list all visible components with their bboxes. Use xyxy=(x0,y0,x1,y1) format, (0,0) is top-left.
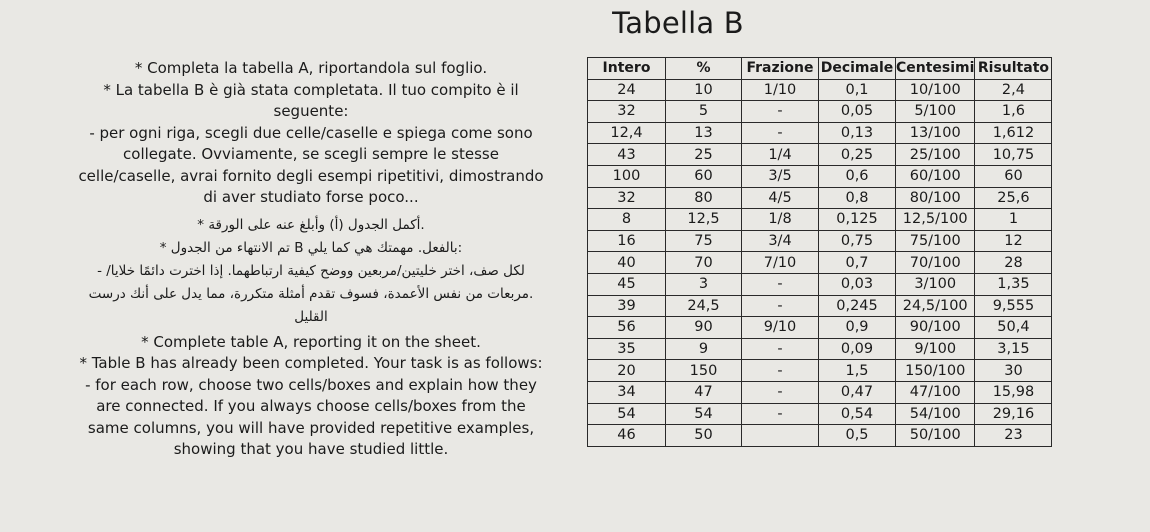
instruction-line: - per ogni riga, scegli due celle/caselle e spiega come sono collegate. Ovviamente, se scegli sempre le stesse celle/caselle, avrai fornito degli esempi ripetitivi, dimostrando di aver studiato forse poco... xyxy=(78,123,544,206)
cell-decimale: 1,5 xyxy=(819,360,896,382)
cell-risultato: 28 xyxy=(975,252,1052,274)
table-row xyxy=(588,101,1052,123)
cell-centesimi: 10/100 xyxy=(896,79,975,101)
table-body xyxy=(588,79,1052,446)
cell-centesimi: 5/100 xyxy=(896,101,975,123)
cell-frazione: 1/4 xyxy=(742,144,819,166)
cell-decimale: 0,7 xyxy=(819,252,896,274)
instruction-line: * La tabella B è già stata completata. Il tuo compito è il seguente: xyxy=(103,80,519,120)
instruction-line: - for each row, choose two cells/boxes and explain how they are connected. If you always choose cells/boxes from the same columns, you will have provided repetitive examples, showing that you have studied little. xyxy=(85,375,537,458)
cell-centesimi: 70/100 xyxy=(896,252,975,274)
cell-intero: 39 xyxy=(588,295,666,317)
cell-percent: 60 xyxy=(666,165,742,187)
cell-intero: 20 xyxy=(588,360,666,382)
cell-intero: 16 xyxy=(588,230,666,252)
cell-percent: 47 xyxy=(666,381,742,403)
cell-risultato: 29,16 xyxy=(975,403,1052,425)
cell-frazione: - xyxy=(742,273,819,295)
cell-risultato: 1,35 xyxy=(975,273,1052,295)
cell-frazione: 3/5 xyxy=(742,165,819,187)
cell-percent: 5 xyxy=(666,101,742,123)
table-row xyxy=(588,165,1052,187)
cell-centesimi: 47/100 xyxy=(896,381,975,403)
cell-percent: 50 xyxy=(666,425,742,447)
italian-instructions xyxy=(75,58,547,209)
cell-intero: 24 xyxy=(588,79,666,101)
table-row xyxy=(588,317,1052,339)
cell-decimale: 0,75 xyxy=(819,230,896,252)
cell-intero: 34 xyxy=(588,381,666,403)
cell-centesimi: 24,5/100 xyxy=(896,295,975,317)
arabic-instructions xyxy=(75,214,547,329)
cell-intero: 100 xyxy=(588,165,666,187)
cell-intero: 32 xyxy=(588,101,666,123)
header-risultato: Risultato xyxy=(975,58,1052,80)
cell-risultato: 10,75 xyxy=(975,144,1052,166)
cell-decimale: 0,25 xyxy=(819,144,896,166)
cell-risultato: 25,6 xyxy=(975,187,1052,209)
table-row xyxy=(588,295,1052,317)
cell-decimale: 0,1 xyxy=(819,79,896,101)
cell-intero: 54 xyxy=(588,403,666,425)
cell-centesimi: 9/100 xyxy=(896,338,975,360)
tabella-b xyxy=(587,57,1052,447)
cell-risultato: 60 xyxy=(975,165,1052,187)
cell-percent: 12,5 xyxy=(666,209,742,231)
cell-frazione: - xyxy=(742,338,819,360)
cell-intero: 12,4 xyxy=(588,122,666,144)
cell-centesimi: 80/100 xyxy=(896,187,975,209)
cell-percent: 9 xyxy=(666,338,742,360)
cell-intero: 46 xyxy=(588,425,666,447)
cell-risultato: 1 xyxy=(975,209,1052,231)
cell-frazione: 1/8 xyxy=(742,209,819,231)
cell-frazione: 1/10 xyxy=(742,79,819,101)
cell-percent: 10 xyxy=(666,79,742,101)
table-row xyxy=(588,425,1052,447)
cell-risultato: 3,15 xyxy=(975,338,1052,360)
cell-percent: 75 xyxy=(666,230,742,252)
instruction-line: * Completa la tabella A, riportandola sul foglio. xyxy=(134,59,488,77)
table-row xyxy=(588,122,1052,144)
cell-centesimi: 25/100 xyxy=(896,144,975,166)
english-instructions xyxy=(75,332,547,461)
cell-percent: 13 xyxy=(666,122,742,144)
cell-centesimi: 150/100 xyxy=(896,360,975,382)
cell-centesimi: 54/100 xyxy=(896,403,975,425)
cell-frazione: - xyxy=(742,381,819,403)
cell-decimale: 0,47 xyxy=(819,381,896,403)
cell-centesimi: 75/100 xyxy=(896,230,975,252)
cell-frazione: - xyxy=(742,122,819,144)
header-intero: Intero xyxy=(588,58,666,80)
cell-risultato: 30 xyxy=(975,360,1052,382)
instruction-line: * Table B has already been completed. Your task is as follows: xyxy=(79,354,543,372)
cell-decimale: 0,125 xyxy=(819,209,896,231)
cell-frazione: 3/4 xyxy=(742,230,819,252)
cell-risultato: 15,98 xyxy=(975,381,1052,403)
cell-percent: 150 xyxy=(666,360,742,382)
instruction-line: * Complete table A, reporting it on the sheet. xyxy=(141,332,481,351)
header-centesimi: Centesimi xyxy=(896,58,975,80)
cell-decimale: 0,6 xyxy=(819,165,896,187)
cell-centesimi: 90/100 xyxy=(896,317,975,339)
instruction-line: .أكمل الجدول (أ) وأبلغ عنه على الورقة * xyxy=(197,216,425,233)
cell-intero: 35 xyxy=(588,338,666,360)
cell-frazione: - xyxy=(742,360,819,382)
header-decimale: Decimale xyxy=(819,58,896,80)
cell-frazione: - xyxy=(742,101,819,123)
cell-frazione: - xyxy=(742,295,819,317)
cell-decimale: 0,03 xyxy=(819,273,896,295)
cell-decimale: 0,05 xyxy=(819,101,896,123)
cell-intero: 32 xyxy=(588,187,666,209)
cell-percent: 90 xyxy=(666,317,742,339)
table-row xyxy=(588,79,1052,101)
table-row xyxy=(588,209,1052,231)
cell-decimale: 0,54 xyxy=(819,403,896,425)
cell-decimale: 0,5 xyxy=(819,425,896,447)
cell-frazione: 9/10 xyxy=(742,317,819,339)
cell-risultato: 9,555 xyxy=(975,295,1052,317)
cell-frazione: 4/5 xyxy=(742,187,819,209)
cell-frazione xyxy=(742,425,819,447)
cell-risultato: 1,6 xyxy=(975,101,1052,123)
header-frazione: Frazione xyxy=(742,58,819,80)
instruction-line: :بالفعل. مهمتك هي كما يلي B تم الانتهاء من الجدول * xyxy=(159,239,463,256)
cell-centesimi: 12,5/100 xyxy=(896,209,975,231)
table-row xyxy=(588,252,1052,274)
cell-intero: 43 xyxy=(588,144,666,166)
cell-intero: 45 xyxy=(588,273,666,295)
cell-intero: 8 xyxy=(588,209,666,231)
cell-centesimi: 50/100 xyxy=(896,425,975,447)
header-percent: % xyxy=(666,58,742,80)
cell-percent: 70 xyxy=(666,252,742,274)
cell-risultato: 50,4 xyxy=(975,317,1052,339)
cell-percent: 80 xyxy=(666,187,742,209)
table-row xyxy=(588,360,1052,382)
table-row xyxy=(588,273,1052,295)
table-header-row xyxy=(588,58,1052,80)
cell-percent: 3 xyxy=(666,273,742,295)
table-row xyxy=(588,403,1052,425)
cell-centesimi: 60/100 xyxy=(896,165,975,187)
cell-percent: 54 xyxy=(666,403,742,425)
instruction-line: .مربعات من نفس الأعمدة، فسوف تقدم أمثلة متكررة، مما يدل على أنك درست القليل xyxy=(88,285,534,325)
instruction-line: لكل صف، اختر خليتين/مربعين ووضح كيفية ارتباطهما. إذا اخترت دائمًا خلايا/ - xyxy=(97,262,525,279)
cell-risultato: 12 xyxy=(975,230,1052,252)
cell-decimale: 0,245 xyxy=(819,295,896,317)
page-title: Tabella B xyxy=(612,6,744,40)
table-row xyxy=(588,187,1052,209)
cell-risultato: 2,4 xyxy=(975,79,1052,101)
instructions-panel xyxy=(75,58,547,466)
cell-risultato: 23 xyxy=(975,425,1052,447)
cell-centesimi: 3/100 xyxy=(896,273,975,295)
cell-decimale: 0,9 xyxy=(819,317,896,339)
cell-decimale: 0,09 xyxy=(819,338,896,360)
table-row xyxy=(588,230,1052,252)
cell-decimale: 0,8 xyxy=(819,187,896,209)
cell-percent: 24,5 xyxy=(666,295,742,317)
cell-intero: 56 xyxy=(588,317,666,339)
cell-percent: 25 xyxy=(666,144,742,166)
cell-frazione: 7/10 xyxy=(742,252,819,274)
cell-centesimi: 13/100 xyxy=(896,122,975,144)
table-row xyxy=(588,381,1052,403)
cell-risultato: 1,612 xyxy=(975,122,1052,144)
cell-intero: 40 xyxy=(588,252,666,274)
cell-decimale: 0,13 xyxy=(819,122,896,144)
table-row xyxy=(588,338,1052,360)
table-row xyxy=(588,144,1052,166)
cell-frazione: - xyxy=(742,403,819,425)
